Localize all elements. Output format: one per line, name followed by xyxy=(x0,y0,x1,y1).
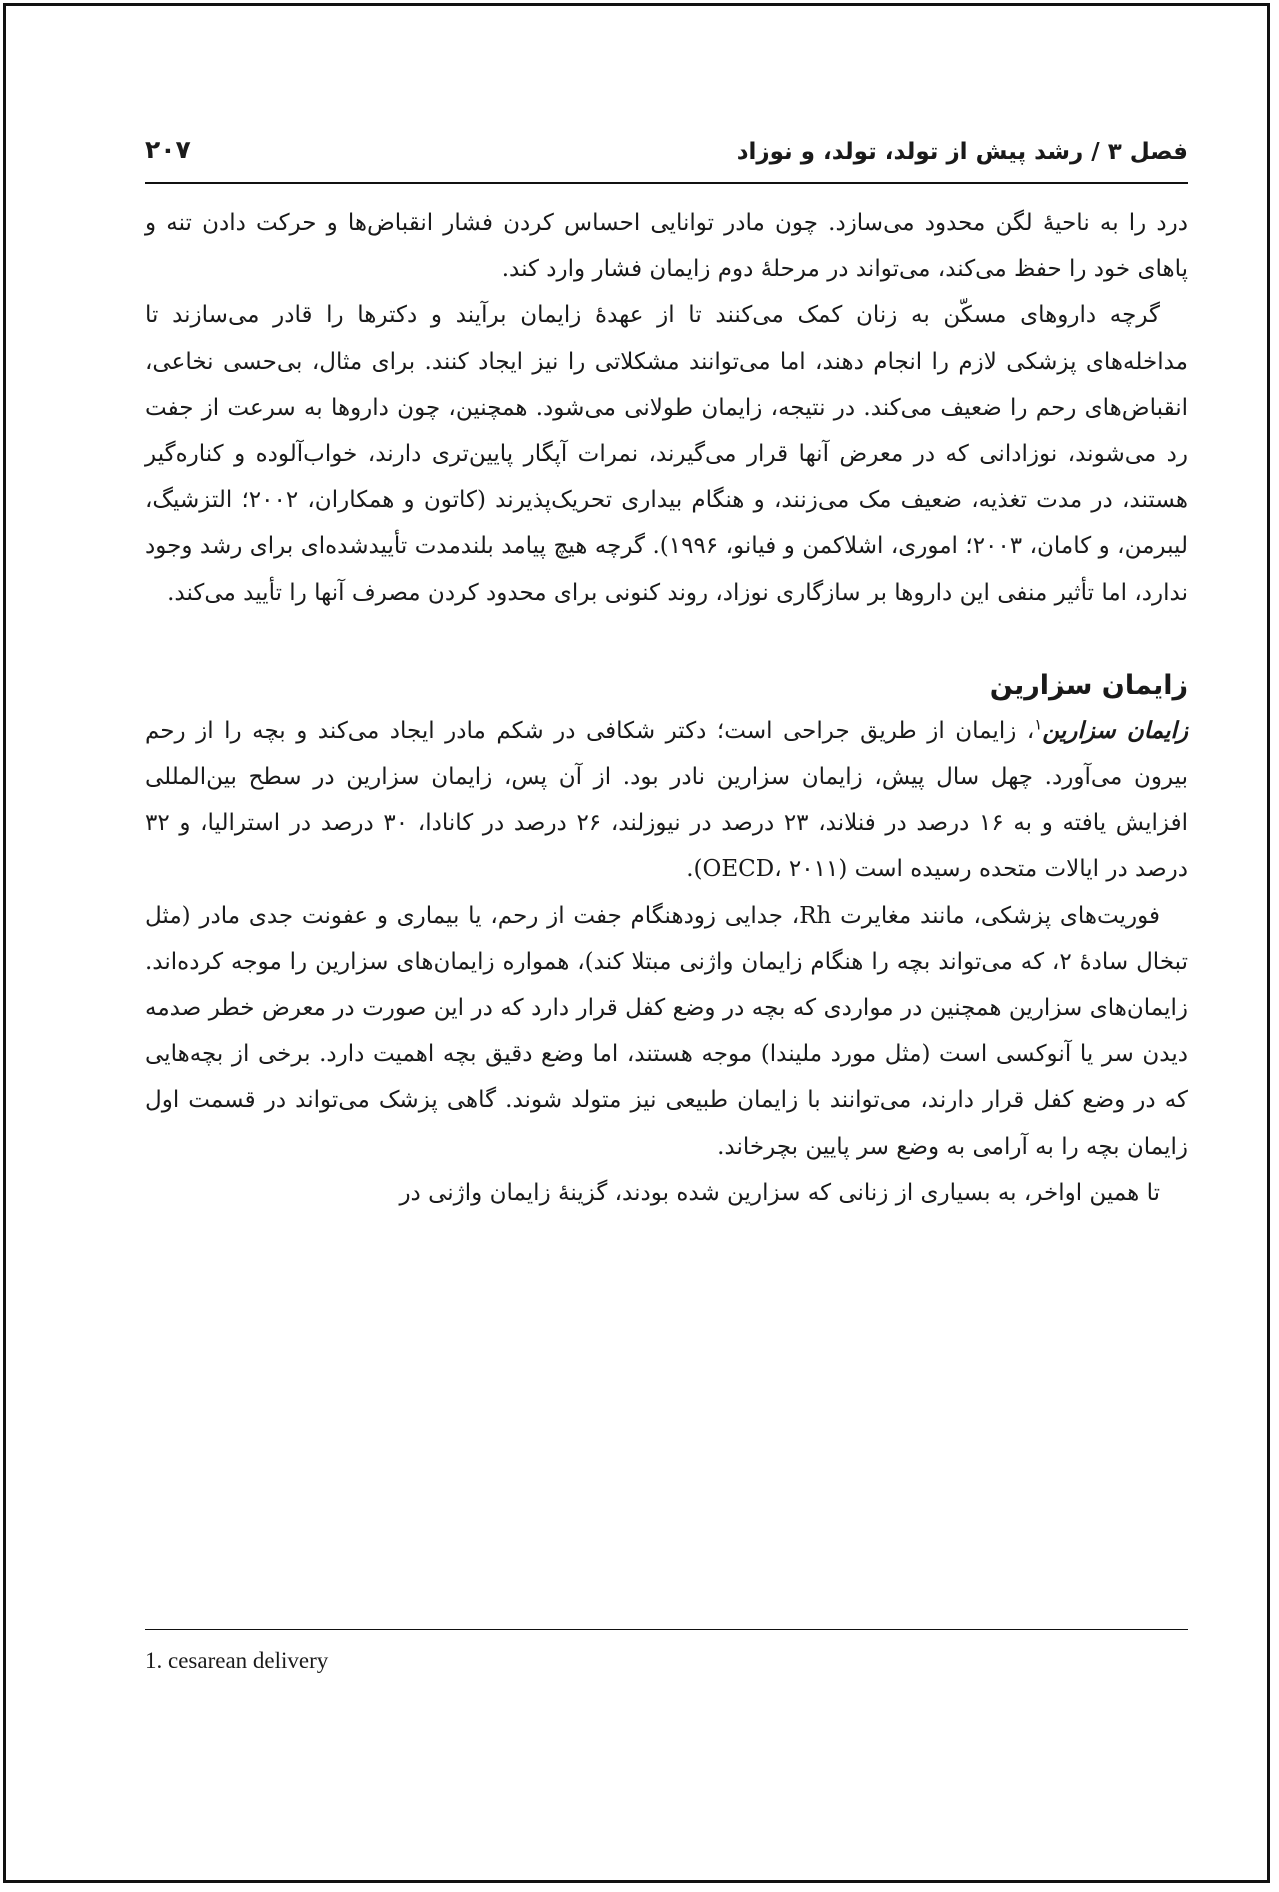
paragraph-medication-effects: گرچه داروهای مسکّن به زنان کمک می‌کنند تا از عهدهٔ زایمان برآیند و دکترها را قادر می‌سازند تا مداخله‌های پزشکی لازم را انجام دهند، اما می‌توانند مشکلاتی را نیز ایجاد کنند. برای مثال، بی‌حسی نخاعی، انقباض‌های رحم را ضعیف می‌کند. در نتیجه، زایمان طولانی می‌شود. همچنین، چون داروها به سرعت از جفت رد می‌شوند، نوزادانی که در معرض آنها قرار می‌گیرند، نمرات آپگار پایین‌تری دارند، خواب‌آلوده و کناره‌گیر هستند، در مدت تغذیه، ضعیف مک می‌زنند، و هنگام بیداری تحریک‌پذیرند (کاتون و همکاران، ۲۰۰۲؛ التزشیگ، لیبرمن، و کامان، ۲۰۰۳؛ اموری، اشلاکمن و فیانو، ۱۹۹۶). گرچه هیچ پیامد بلندمدت تأییدشده‌ای برای رشد وجود ندارد، اما تأثیر منفی این داروها بر سازگاری نوزاد، روند کنونی برای محدود کردن مصرف آنها را تأیید می‌کند. xyxy=(145,302,1188,606)
page-number: ۲۰۷ xyxy=(145,135,191,164)
section-heading: زایمان سزارین xyxy=(989,669,1188,701)
paragraph-cesarean-definition xyxy=(145,708,1188,893)
footnote: 1. cesarean delivery xyxy=(145,1648,329,1673)
chapter-title: فصل ۳ / رشد پیش از تولد، تولد، و نوزاد xyxy=(736,139,1188,165)
footnote-reference: ۱ xyxy=(1034,715,1043,734)
paragraph-cesarean-definition-text: ، زایمان از طریق جراحی است؛ دکتر شکافی در شکم مادر ایجاد می‌کند و بچه را از رحم بیرون می‌آورد. چهل سال پیش، زایمان سزارین نادر بود. از آن پس، زایمان سزارین در سطح بین‌المللی افزایش یافته و به ۱۶ درصد در فنلاند، ۲۳ درصد در نیوزلند، ۲۶ درصد در کانادا، ۳۰ درصد در استرالیا، و ۳۲ درصد در ایالات متحده رسیده است (OECD، ۲۰۱۱). xyxy=(145,717,1188,883)
running-header xyxy=(145,132,1188,184)
paragraph-medical-emergencies: فوریت‌های پزشکی، مانند مغایرت Rh، جدایی زودهنگام جفت از رحم، یا بیماری و عفونت جدی مادر (مثل تبخال سادهٔ ۲، که می‌تواند بچه را هنگام زایمان واژنی مبتلا کند)، همواره زایمان‌های سزارین را موجه کرده‌اند. زایمان‌های سزارین همچنین در مواردی که بچه در وضع کفل قرار دارد که در این صورت در معرض خطر صدمه دیدن سر یا آنوکسی است (مثل مورد ملیندا) موجه هستند، اما وضع دقیق بچه اهمیت دارد. برخی از بچه‌هایی که در وضع کفل قرار دارند، می‌توانند با زایمان طبیعی نیز متولد شوند. گاهی پزشک می‌تواند در قسمت اول زایمان بچه را به آرامی به وضع سر پایین بچرخاند. xyxy=(145,902,1189,1160)
paragraph-epidural-continued: درد را به ناحیهٔ لگن محدود می‌سازد. چون مادر توانایی احساس کردن فشار انقباض‌ها و حرکت دادن تنه و پاهای خود را حفظ می‌کند، می‌تواند در مرحلهٔ دوم زایمان فشار وارد کند. xyxy=(145,210,1188,283)
paragraph-until-recently: تا همین اواخر، به بسیاری از زنانی که سزارین شده بودند، گزینهٔ زایمان واژنی در xyxy=(399,1179,1160,1206)
footnote-divider xyxy=(145,1629,1188,1630)
body-text xyxy=(145,200,1188,1216)
key-term: زایمان سزارین xyxy=(1042,716,1188,744)
